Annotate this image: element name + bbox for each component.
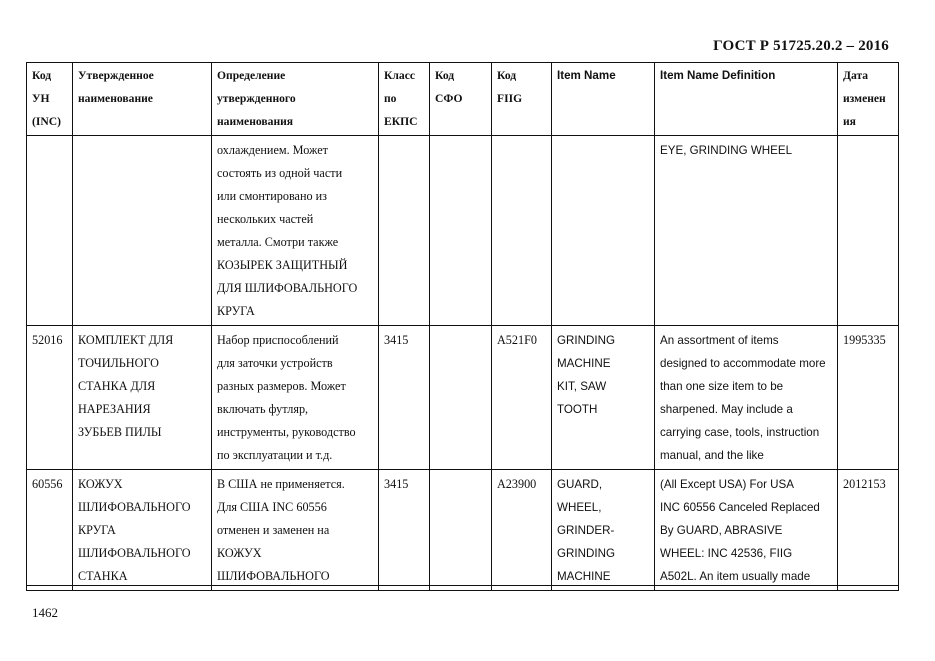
cell-ekps-class <box>379 326 430 470</box>
cell-text-line: 60556 <box>32 477 63 491</box>
cell-text-line: ШЛИФОВАЛЬНОГО <box>78 500 191 514</box>
cell-text-line: КОЗЫРЕК ЗАЩИТНЫЙ <box>217 258 348 272</box>
cell-text-line: INC 60556 Canceled Replaced <box>660 501 820 514</box>
cell-text-line: 1995335 <box>843 333 886 347</box>
cell-text-line: By GUARD, ABRASIVE <box>660 524 783 537</box>
cell-text-line: состоять из одной части <box>217 166 343 180</box>
cell-item-name-definition <box>655 136 838 326</box>
cell-text-line: ШЛИФОВАЛЬНОГО <box>217 569 330 583</box>
cell-text-line: ДЛЯ ШЛИФОВАЛЬНОГО <box>217 281 358 295</box>
cell-fiig-code <box>492 136 552 326</box>
header-change-date: Дата изменен ия <box>838 63 899 136</box>
cell-sfo-code <box>430 470 492 591</box>
cell-text-line: КРУГА <box>78 523 116 537</box>
cell-text-line: КОЖУХ <box>78 477 123 491</box>
cell-text-line: 2012153 <box>843 477 886 491</box>
cell-text-line: MACHINE <box>557 357 611 370</box>
cell-text-line: A521F0 <box>497 333 537 347</box>
cell-text-line: KIT, SAW <box>557 380 607 393</box>
page-number: 1462 <box>32 605 58 620</box>
header-approved-name: Утвержденное наименование <box>73 63 212 136</box>
cell-text-line: или смонтировано из <box>217 189 327 203</box>
cell-text-line: GRINDING <box>557 547 615 560</box>
cell-item-name-definition <box>655 470 838 591</box>
table-row <box>27 470 899 591</box>
cell-text-line: ШЛИФОВАЛЬНОГО <box>78 546 191 560</box>
table-continuation-rule <box>26 585 898 586</box>
table-header-row <box>27 63 899 136</box>
cell-approved-name <box>73 470 212 591</box>
cell-item-name-definition <box>655 326 838 470</box>
cell-sfo-code <box>430 136 492 326</box>
cell-text-line: A23900 <box>497 477 537 491</box>
cell-text-line: (All Except USA) For USA <box>660 478 795 491</box>
header-ekps-class: Класс по ЕКПС <box>379 63 430 136</box>
cell-text-line: MACHINE <box>557 570 611 583</box>
cell-definition <box>212 326 379 470</box>
cell-definition <box>212 136 379 326</box>
cell-text-line: разных размеров. Может <box>217 379 346 393</box>
cell-text-line: ЗУБЬЕВ ПИЛЫ <box>78 425 162 439</box>
cell-text-line: sharpened. May include a <box>660 403 793 416</box>
cell-text-line: An assortment of items <box>660 334 779 347</box>
cell-text-line: 3415 <box>384 477 409 491</box>
cell-text-line: WHEEL: INC 42536, FIIG <box>660 547 793 560</box>
cell-text-line: designed to accommodate more <box>660 357 826 370</box>
cell-text-line: EYE, GRINDING WHEEL <box>660 144 793 157</box>
cell-item-name <box>552 326 655 470</box>
header-item-name-definition: Item Name Definition <box>655 63 838 136</box>
cell-text-line: для заточки устройств <box>217 356 333 370</box>
table-body <box>27 136 899 591</box>
cell-text-line: than one size item to be <box>660 380 784 393</box>
cell-change-date <box>838 470 899 591</box>
cell-text-line: GRINDING <box>557 334 615 347</box>
document-standard-code: ГОСТ Р 51725.20.2 – 2016 <box>713 38 889 54</box>
cell-item-name <box>552 136 655 326</box>
cell-item-name <box>552 470 655 591</box>
cell-text-line: СТАНКА ДЛЯ <box>78 379 156 393</box>
header-item-name: Item Name <box>552 63 655 136</box>
cell-definition <box>212 470 379 591</box>
cell-approved-name <box>73 326 212 470</box>
cell-text-line: Набор приспособлений <box>217 333 339 347</box>
cell-approved-name <box>73 136 212 326</box>
cell-text-line: охлаждением. Может <box>217 143 328 157</box>
cell-text-line: КОМПЛЕКТ ДЛЯ <box>78 333 174 347</box>
cell-text-line: 52016 <box>32 333 63 347</box>
cell-text-line: manual, and the like <box>660 449 764 462</box>
cell-text-line: инструменты, руководство <box>217 425 356 439</box>
cell-text-line: КОЖУХ <box>217 546 262 560</box>
cell-ekps-class <box>379 470 430 591</box>
item-name-registry-table <box>26 62 899 591</box>
cell-text-line: В США не применяется. <box>217 477 345 491</box>
cell-text-line: TOOTH <box>557 403 598 416</box>
header-inc: Код УН (INC) <box>27 63 73 136</box>
cell-text-line: 3415 <box>384 333 409 347</box>
cell-text-line: ТОЧИЛЬНОГО <box>78 356 159 370</box>
cell-ekps-class <box>379 136 430 326</box>
header-definition: Определение утвержденного наименования <box>212 63 379 136</box>
cell-sfo-code <box>430 326 492 470</box>
cell-change-date <box>838 326 899 470</box>
cell-text-line: СТАНКА <box>78 569 128 583</box>
cell-text-line: Для США INC 60556 <box>217 500 327 514</box>
cell-change-date <box>838 136 899 326</box>
cell-inc <box>27 326 73 470</box>
cell-text-line: GUARD, <box>557 478 603 491</box>
cell-text-line: WHEEL, <box>557 501 602 514</box>
table-row <box>27 326 899 470</box>
cell-fiig-code <box>492 470 552 591</box>
cell-text-line: включать футляр, <box>217 402 309 416</box>
cell-fiig-code <box>492 326 552 470</box>
cell-text-line: по эксплуатации и т.д. <box>217 448 333 462</box>
header-fiig-code: Код FIIG <box>492 63 552 136</box>
cell-inc <box>27 136 73 326</box>
cell-text-line: отменен и заменен на <box>217 523 330 537</box>
cell-text-line: металла. Смотри также <box>217 235 339 249</box>
header-sfo-code: Код СФО <box>430 63 492 136</box>
cell-text-line: GRINDER- <box>557 524 615 537</box>
table-row <box>27 136 899 326</box>
cell-inc <box>27 470 73 591</box>
cell-text-line: нескольких частей <box>217 212 314 226</box>
cell-text-line: carrying case, tools, instruction <box>660 426 820 439</box>
cell-text-line: НАРЕЗАНИЯ <box>78 402 151 416</box>
cell-text-line: КРУГА <box>217 304 255 318</box>
cell-text-line: A502L. An item usually made <box>660 570 811 583</box>
